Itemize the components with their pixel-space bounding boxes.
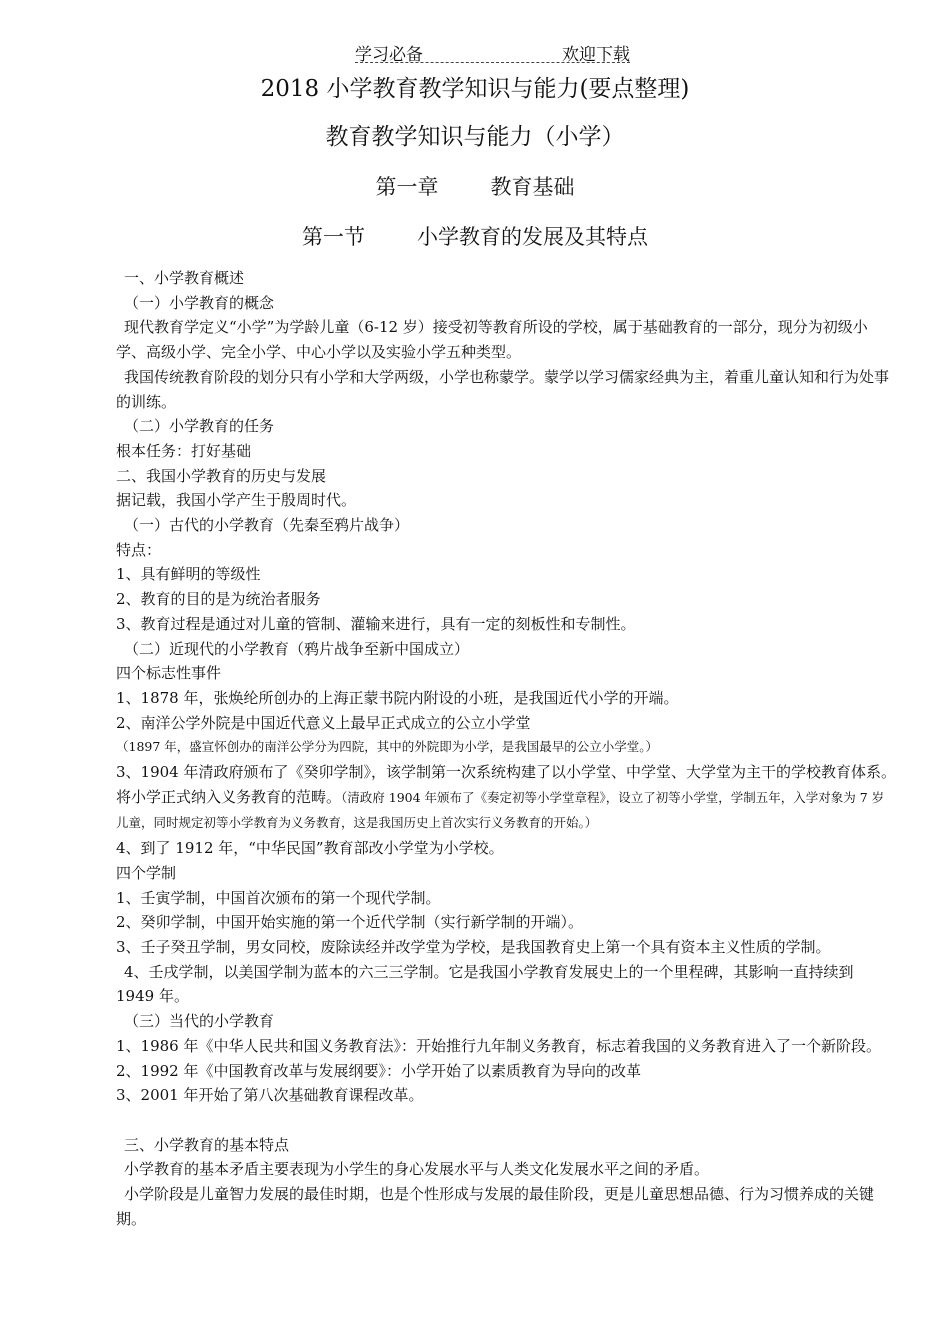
list-item-text: 3、1904 年清政府颁布了《癸卯学制》，该学制第一次系统构建了以小学堂、中学堂、大学堂为主干的学校教育体系。将小学正式纳入义务教育的范畴。: [116, 763, 896, 806]
header-right-text: 欢迎下载: [562, 45, 630, 65]
list-item: 2、教育的目的是为统治者服务: [116, 590, 321, 609]
heading-1-1: （一）小学教育的概念: [124, 293, 275, 312]
chapter-name: 教育基础: [490, 175, 575, 199]
text-line: 四个学制: [116, 863, 177, 882]
chapter-number: 第一章: [375, 175, 439, 199]
section-heading: [0, 221, 950, 251]
document-subtitle: 教育教学知识与能力（小学）: [325, 124, 625, 150]
paragraph: 小学阶段是儿童智力发展的最佳时期，也是个性形成与发展的最佳阶段，更是儿童思想品德、行为习惯养成的关键期。: [116, 1185, 875, 1228]
text-line: 据记载，我国小学产生于殷周时代。: [116, 491, 357, 510]
list-item: 4、壬戌学制，以美国学制为蓝本的六三三学制。它是我国小学教育发展史上的一个里程碑，其影响一直持续到 1949 年。: [116, 962, 854, 1006]
list-item: 2、癸卯学制，中国开始实施的第一个近代学制（实行新学制的开端）。: [116, 913, 584, 932]
page-header: [355, 40, 630, 63]
heading-1: 一、小学教育概述: [124, 269, 245, 287]
paragraph: 现代教育学定义“小学”为学龄儿童（6-12 岁）接受初等教育所设的学校，属于基础教育的一部分，现分为初级小学、高级小学、完全小学、中心小学以及实验小学五种类型。: [116, 318, 868, 362]
chapter-heading: [0, 171, 950, 201]
note-line: （1897 年，盛宣怀创办的南洋公学分为四院，其中的外院即为小学，是我国最早的公立小学堂。）: [116, 739, 659, 755]
document-title: 2018 小学教育教学知识与能力(要点整理): [260, 76, 690, 102]
paragraph: 小学教育的基本矛盾主要表现为小学生的身心发展水平与人类文化发展水平之间的矛盾。: [124, 1160, 710, 1179]
spacer: [116, 1108, 896, 1133]
heading-1-2: （二）小学教育的任务: [124, 417, 275, 436]
text-line: 四个标志性事件: [116, 664, 222, 683]
heading-2-1: （一）古代的小学教育（先秦至鸦片战争）: [124, 516, 410, 535]
list-item: 3、2001 年开始了第八次基础教育课程改革。: [116, 1086, 424, 1105]
document-body: [116, 266, 896, 1231]
heading-2-3: （三）当代的小学教育: [124, 1012, 275, 1031]
section-number: 第一节: [302, 225, 365, 249]
list-item: 1、壬寅学制，中国首次颁布的第一个现代学制。: [116, 888, 441, 907]
list-item: 1、1878 年，张焕纶所创办的上海正蒙书院内附设的小班，是我国近代小学的开端。: [116, 688, 679, 707]
list-item: 3、壬子癸丑学制，男女同校，废除读经并改学堂为学校，是我国教育史上第一个具有资本主义性质的学制。: [116, 937, 831, 956]
list-item: 3、教育过程是通过对儿童的管制、灌输来进行，具有一定的刻板性和专制性。: [116, 614, 636, 633]
heading-3: 三、小学教育的基本特点: [124, 1135, 290, 1154]
list-item: 2、1992 年《中国教育改革与发展纲要》：小学开始了以素质教育为导向的改革: [116, 1061, 641, 1080]
list-item: 1、具有鲜明的等级性: [116, 565, 261, 584]
text-line: 根本任务：打好基础: [116, 441, 252, 460]
paragraph: 我国传统教育阶段的划分只有小学和大学两级，小学也称蒙学。蒙学以学习儒家经典为主，着重儿童认知和行为处事的训练。: [116, 367, 890, 411]
text-line: 特点：: [116, 540, 162, 559]
list-item: 4、到了 1912 年，“中华民国”教育部改小学堂为小学校。: [116, 839, 504, 858]
list-item: [116, 760, 896, 836]
heading-2-2: （二）近现代的小学教育（鸦片战争至新中国成立）: [124, 639, 470, 658]
heading-2: 二、我国小学教育的历史与发展: [116, 466, 327, 485]
header-left-text: 学习必备: [355, 45, 423, 65]
list-item: 2、南洋公学外院是中国近代意义上最早正式成立的公立小学堂: [116, 713, 531, 732]
note-text: （清政府 1904 年颁布了《奏定初等小学堂章程》，设立了初等小学堂，学制五年，入学对象为 7 岁儿童，同时规定初等小学教育为义务教育，这是我国历史上首次实行义务教育的开始。）: [116, 789, 885, 831]
section-name: 小学教育的发展及其特点: [417, 225, 648, 249]
list-item: 1、1986 年《中华人民共和国义务教育法》：开始推行九年制义务教育，标志着我国的义务教育进入了一个新阶段。: [116, 1036, 881, 1055]
